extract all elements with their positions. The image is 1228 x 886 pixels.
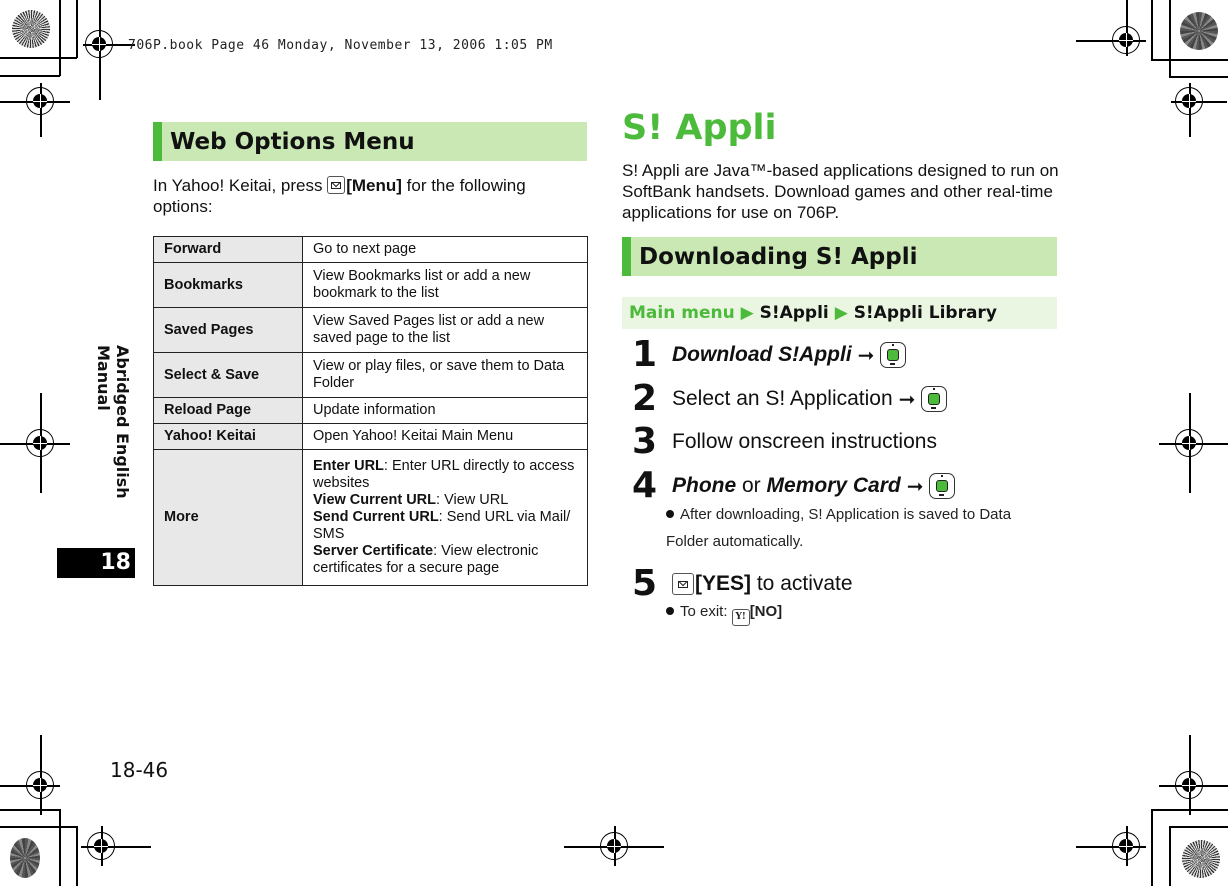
crop-line	[1151, 809, 1153, 886]
table-row: More Enter URL: Enter URL directly to access websites View Current URL: View URL Send Current URL: Send URL via Mail/ SMS Server Certificate: View electronic certificates for a secure page	[154, 450, 588, 586]
crop-line	[0, 57, 77, 59]
arrow-right-icon: ➞	[898, 388, 916, 411]
crop-line	[1151, 59, 1228, 61]
crop-line	[1169, 76, 1228, 78]
step-4: 4 Phone or Memory Card ➞	[632, 468, 955, 504]
bullet-icon	[666, 510, 674, 518]
rosette-mark-icon	[1182, 840, 1220, 878]
side-tab-label: Abridged English Manual	[94, 345, 132, 499]
breadcrumb: Main menu ▶ S!Appli ▶ S!Appli Library	[622, 297, 1057, 329]
intro-text: In Yahoo! Keitai, press [Menu] for the following options:	[153, 176, 526, 216]
center-key-icon	[921, 386, 947, 412]
chevron-right-icon: ▶	[740, 303, 754, 323]
step-4-note: After downloading, S! Application is saved to Data Folder automatically.	[666, 506, 1012, 550]
crop-line	[59, 809, 61, 886]
mail-key-icon	[327, 176, 345, 194]
page-number: 18-46	[110, 758, 169, 782]
crop-line	[76, 826, 78, 886]
step-1: 1 Download S!Appli ➞	[632, 337, 906, 373]
step-2: 2 Select an S! Application ➞	[632, 381, 947, 417]
crop-line	[0, 826, 77, 828]
table-row: Forward Go to next page	[154, 237, 588, 263]
more-item: View Current URL: View URL	[313, 492, 509, 508]
bullet-icon	[666, 607, 674, 615]
more-item: Enter URL: Enter URL directly to access websites	[313, 458, 575, 491]
yahoo-key-icon: Y!	[732, 609, 750, 626]
crop-line	[1151, 0, 1153, 60]
table-row: Bookmarks View Bookmarks list or add a new bookmark to the list	[154, 263, 588, 308]
description: S! Appli are Java™-based applications designed to run on SoftBank handsets. Download games and other real-time applications for use on 706P.	[622, 161, 1059, 222]
center-key-icon	[880, 342, 906, 368]
crop-line	[59, 0, 61, 76]
table-row: Select & Save View or play files, or save them to Data Folder	[154, 353, 588, 398]
chevron-right-icon: ▶	[834, 303, 848, 323]
step-5: 5 [YES] to activate	[632, 563, 853, 604]
chapter-tab: 18	[57, 548, 135, 578]
table-row: Saved Pages View Saved Pages list or add a new saved page to the list	[154, 308, 588, 353]
more-options-cell	[303, 450, 588, 586]
step-3: 3 Follow onscreen instructions	[632, 421, 937, 462]
crop-line	[0, 75, 60, 77]
section-title-web-options: Web Options Menu	[153, 122, 587, 161]
crop-line	[1169, 0, 1171, 77]
rosette-mark-icon	[1180, 12, 1218, 50]
arrow-right-icon: ➞	[857, 344, 875, 367]
section-title-downloading: Downloading S! Appli	[622, 237, 1057, 276]
step-5-note: To exit: Y! [NO]	[666, 598, 782, 626]
table-row: Yahoo! Keitai Open Yahoo! Keitai Main Menu	[154, 424, 588, 450]
table-row: Reload Page Update information	[154, 398, 588, 424]
print-header: 706P.book Page 46 Monday, November 13, 2006 1:05 PM	[128, 38, 553, 53]
mail-key-icon	[672, 573, 694, 595]
rosette-mark-icon	[10, 838, 40, 878]
rosette-mark-icon	[12, 10, 50, 48]
more-item: Send Current URL: Send URL via Mail/ SMS	[313, 509, 571, 542]
crop-line	[76, 0, 78, 58]
page-title: S! Appli	[622, 108, 777, 148]
more-item: Server Certificate: View electronic certificates for a secure page	[313, 543, 539, 576]
crop-line	[0, 809, 60, 811]
crop-line	[1169, 826, 1228, 828]
arrow-right-icon: ➞	[906, 475, 924, 498]
crop-line	[1169, 826, 1171, 886]
center-key-icon	[929, 473, 955, 499]
web-options-table	[153, 236, 588, 586]
